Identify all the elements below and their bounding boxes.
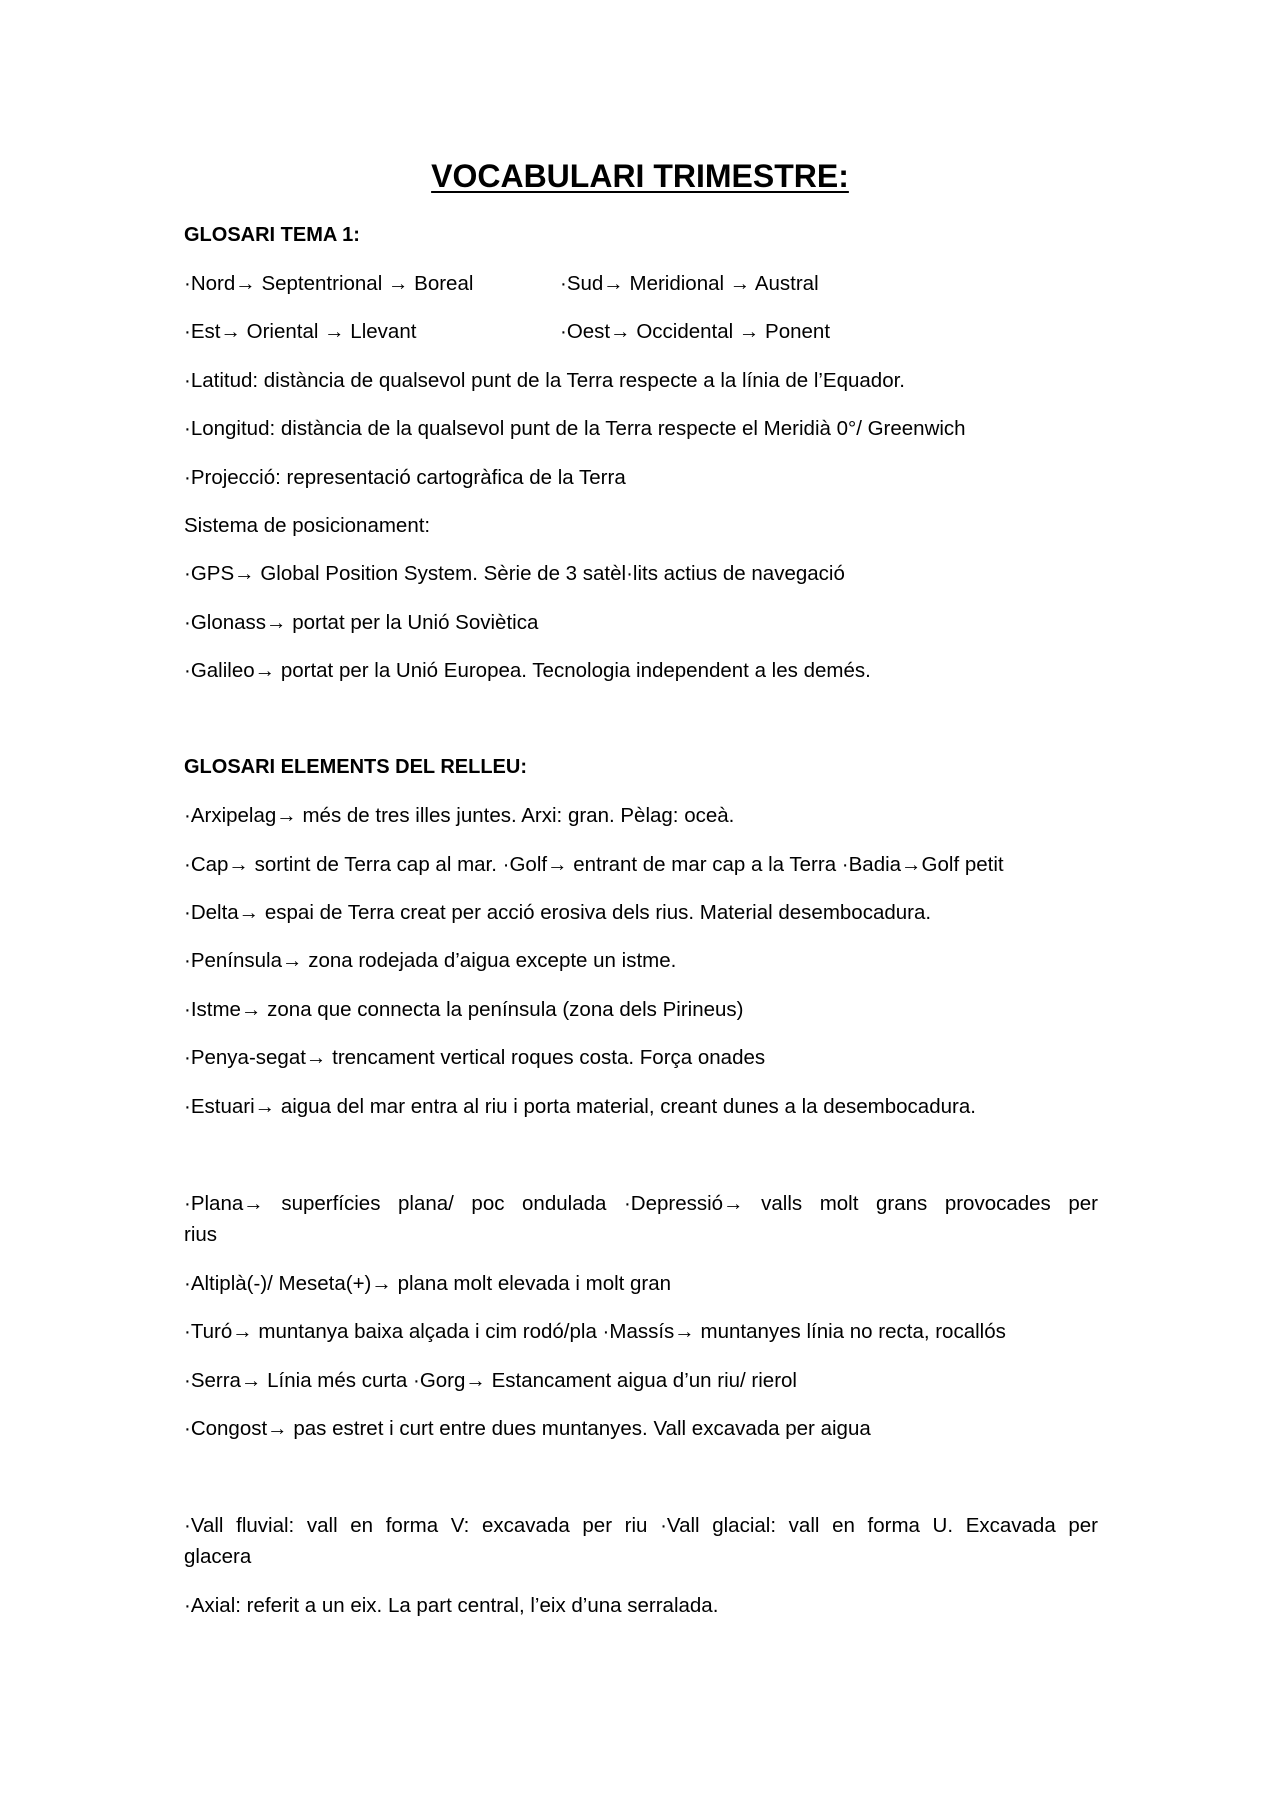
entry-penya-segat: ·Penya-segat→ trencament vertical roques costa. Força onades xyxy=(184,1046,766,1069)
entry-est: ·Est→ Oriental → Llevant xyxy=(184,320,417,343)
entry-delta: ·Delta→ espai de Terra creat per acció erosiva dels rius. Material desembocadura. xyxy=(184,901,932,924)
entry-arxipelag: ·Arxipelag→ més de tres illes juntes. Arxi: gran. Pèlag: oceà. xyxy=(184,804,735,827)
heading-relleu: GLOSARI ELEMENTS DEL RELLEU: xyxy=(184,756,527,778)
entry-peninsula: ·Península→ zona rodejada d’aigua excepte un istme. xyxy=(184,949,677,972)
entry-estuari: ·Estuari→ aigua del mar entra al riu i porta material, creant dunes a la desembocadura. xyxy=(184,1095,976,1118)
entry-axial: ·Axial: referit a un eix. La part central, l’eix d’una serralada. xyxy=(184,1594,719,1617)
entry-galileo: ·Galileo→ portat per la Unió Europea. Tecnologia independent a les demés. xyxy=(184,659,871,682)
entry-congost: ·Congost→ pas estret i curt entre dues muntanyes. Vall excavada per aigua xyxy=(184,1417,871,1440)
entry-cap-golf-badia: ·Cap→ sortint de Terra cap al mar. ·Golf→ entrant de mar cap a la Terra ·Badia→Golf petit xyxy=(184,853,1004,876)
entry-longitud: ·Longitud: distància de la qualsevol punt de la Terra respecte el Meridià 0°/ Greenwich xyxy=(184,417,966,440)
entry-istme: ·Istme→ zona que connecta la península (zona dels Pirineus) xyxy=(184,998,744,1021)
entry-glonass: ·Glonass→ portat per la Unió Soviètica xyxy=(184,611,539,634)
entry-oest: ·Oest→ Occidental → Ponent xyxy=(560,320,831,343)
entry-plana-depressio: ·Plana→ superfícies plana/ poc ondulada ·Depressió→ valls molt grans provocades per xyxy=(184,1192,1098,1215)
heading-tema1: GLOSARI TEMA 1: xyxy=(184,224,360,246)
entry-gps: ·GPS→ Global Position System. Sèrie de 3 satèl·lits actius de navegació xyxy=(184,562,845,585)
entry-latitud: ·Latitud: distància de qualsevol punt de la Terra respecte a la línia de l’Equador. xyxy=(184,369,906,392)
entry-turo-massis: ·Turó→ muntanya baixa alçada i cim rodó/pla ·Massís→ muntanyes línia no recta, rocallós xyxy=(184,1320,1006,1343)
entry-sistema: Sistema de posicionament: xyxy=(184,514,431,537)
entry-vall-fluvial-glacial: ·Vall fluvial: vall en forma V: excavada per riu ·Vall glacial: vall en forma U. Excavada per xyxy=(184,1514,1098,1537)
entry-nord: ·Nord→ Septentrional → Boreal xyxy=(184,272,474,295)
entry-vall-cont: glacera xyxy=(184,1545,252,1568)
entry-plana-depressio-cont: rius xyxy=(184,1223,218,1246)
document-title: VOCABULARI TRIMESTRE: xyxy=(431,158,849,194)
entry-altipla: ·Altiplà(-)/ Meseta(+)→ plana molt elevada i molt gran xyxy=(184,1272,672,1295)
entry-projeccio: ·Projecció: representació cartogràfica de la Terra xyxy=(184,466,626,489)
entry-serra-gorg: ·Serra→ Línia més curta ·Gorg→ Estancament aigua d’un riu/ rierol xyxy=(184,1369,797,1392)
entry-sud: ·Sud→ Meridional → Austral xyxy=(560,272,819,295)
